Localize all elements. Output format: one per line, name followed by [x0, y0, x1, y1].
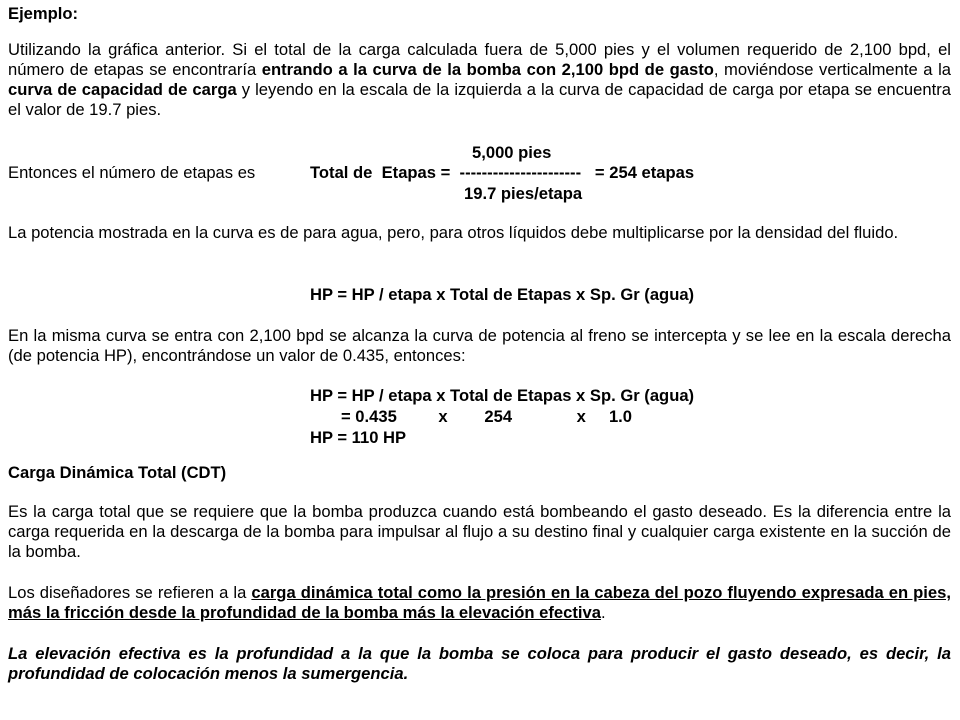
paragraph-power: La potencia mostrada en la curva es de para agua, pero, para otros líquidos debe multiplicarse por la densidad del fluido. — [8, 223, 899, 242]
paragraph-example — [8, 40, 951, 120]
calc-line-3: HP = 110 HP — [310, 428, 407, 447]
hp-formula: HP = HP / etapa x Total de Etapas x Sp. Gr (agua) — [310, 285, 695, 304]
stages-formula: Total de Etapas = ---------------------- = 254 etapas — [310, 163, 695, 182]
p1-text-2: , moviéndose verticalmente a la — [713, 60, 951, 79]
p5-text-2: . — [600, 603, 606, 622]
p1-bold-1: entrando a la curva de la bomba con 2,100 bpd de gasto — [261, 60, 714, 79]
paragraph-cdt-definition: Es la carga total que se requiere que la bomba produzca cuando está bombeando el gasto deseado. Es la diferencia entre la carga requerida en la descarga de la bomba para impulsar al flujo a su destino final y cualquier carga existente en la succión de la bomba. — [8, 502, 951, 561]
calc-line-1: HP = HP / etapa x Total de Etapas x Sp. Gr (agua) — [310, 386, 695, 405]
stages-equation-row — [8, 163, 951, 183]
p1-text-3: y leyendo en la escala de la izquierda a la curva de capacidad de carga por etapa se encuentra el valor de 19.7 pies. — [8, 80, 951, 119]
paragraph-effective-elevation: La elevación efectiva es la profundidad a la que la bomba se coloca para producir el gasto deseado, es decir, la profundidad de colocación menos la sumergencia. — [8, 644, 951, 683]
p5-underlined-definition: carga dinámica total como la presión en la cabeza del pozo fluyendo expresada en pies, más la fricción desde la profundidad de la bomba más la elevación efectiva — [8, 583, 951, 622]
stages-denominator: 19.7 pies/etapa — [464, 184, 583, 203]
p1-text-1: Utilizando la gráfica anterior. Si el total de la carga calculada fuera de 5,000 pies y el volumen requerido de 2,100 bpd, el número de etapas se encontraría — [8, 40, 951, 79]
stages-prefix: Entonces el número de etapas es — [8, 163, 256, 182]
stages-numerator: 5,000 pies — [472, 143, 552, 162]
cdt-heading: Carga Dinámica Total (CDT) — [8, 463, 227, 482]
calc-line-2: = 0.435 x 254 x 1.0 — [341, 407, 633, 426]
p5-text-1: Los diseñadores se refieren a la — [8, 583, 252, 602]
paragraph-designers — [8, 583, 951, 623]
p1-bold-2: curva de capacidad de carga — [8, 80, 237, 99]
paragraph-brake-power: En la misma curva se entra con 2,100 bpd se alcanza la curva de potencia al freno se intercepta y se lee en la escala derecha (de potencia HP), encontrándose un valor de 0.435, entonces: — [8, 326, 951, 365]
example-heading: Ejemplo: — [8, 4, 79, 23]
